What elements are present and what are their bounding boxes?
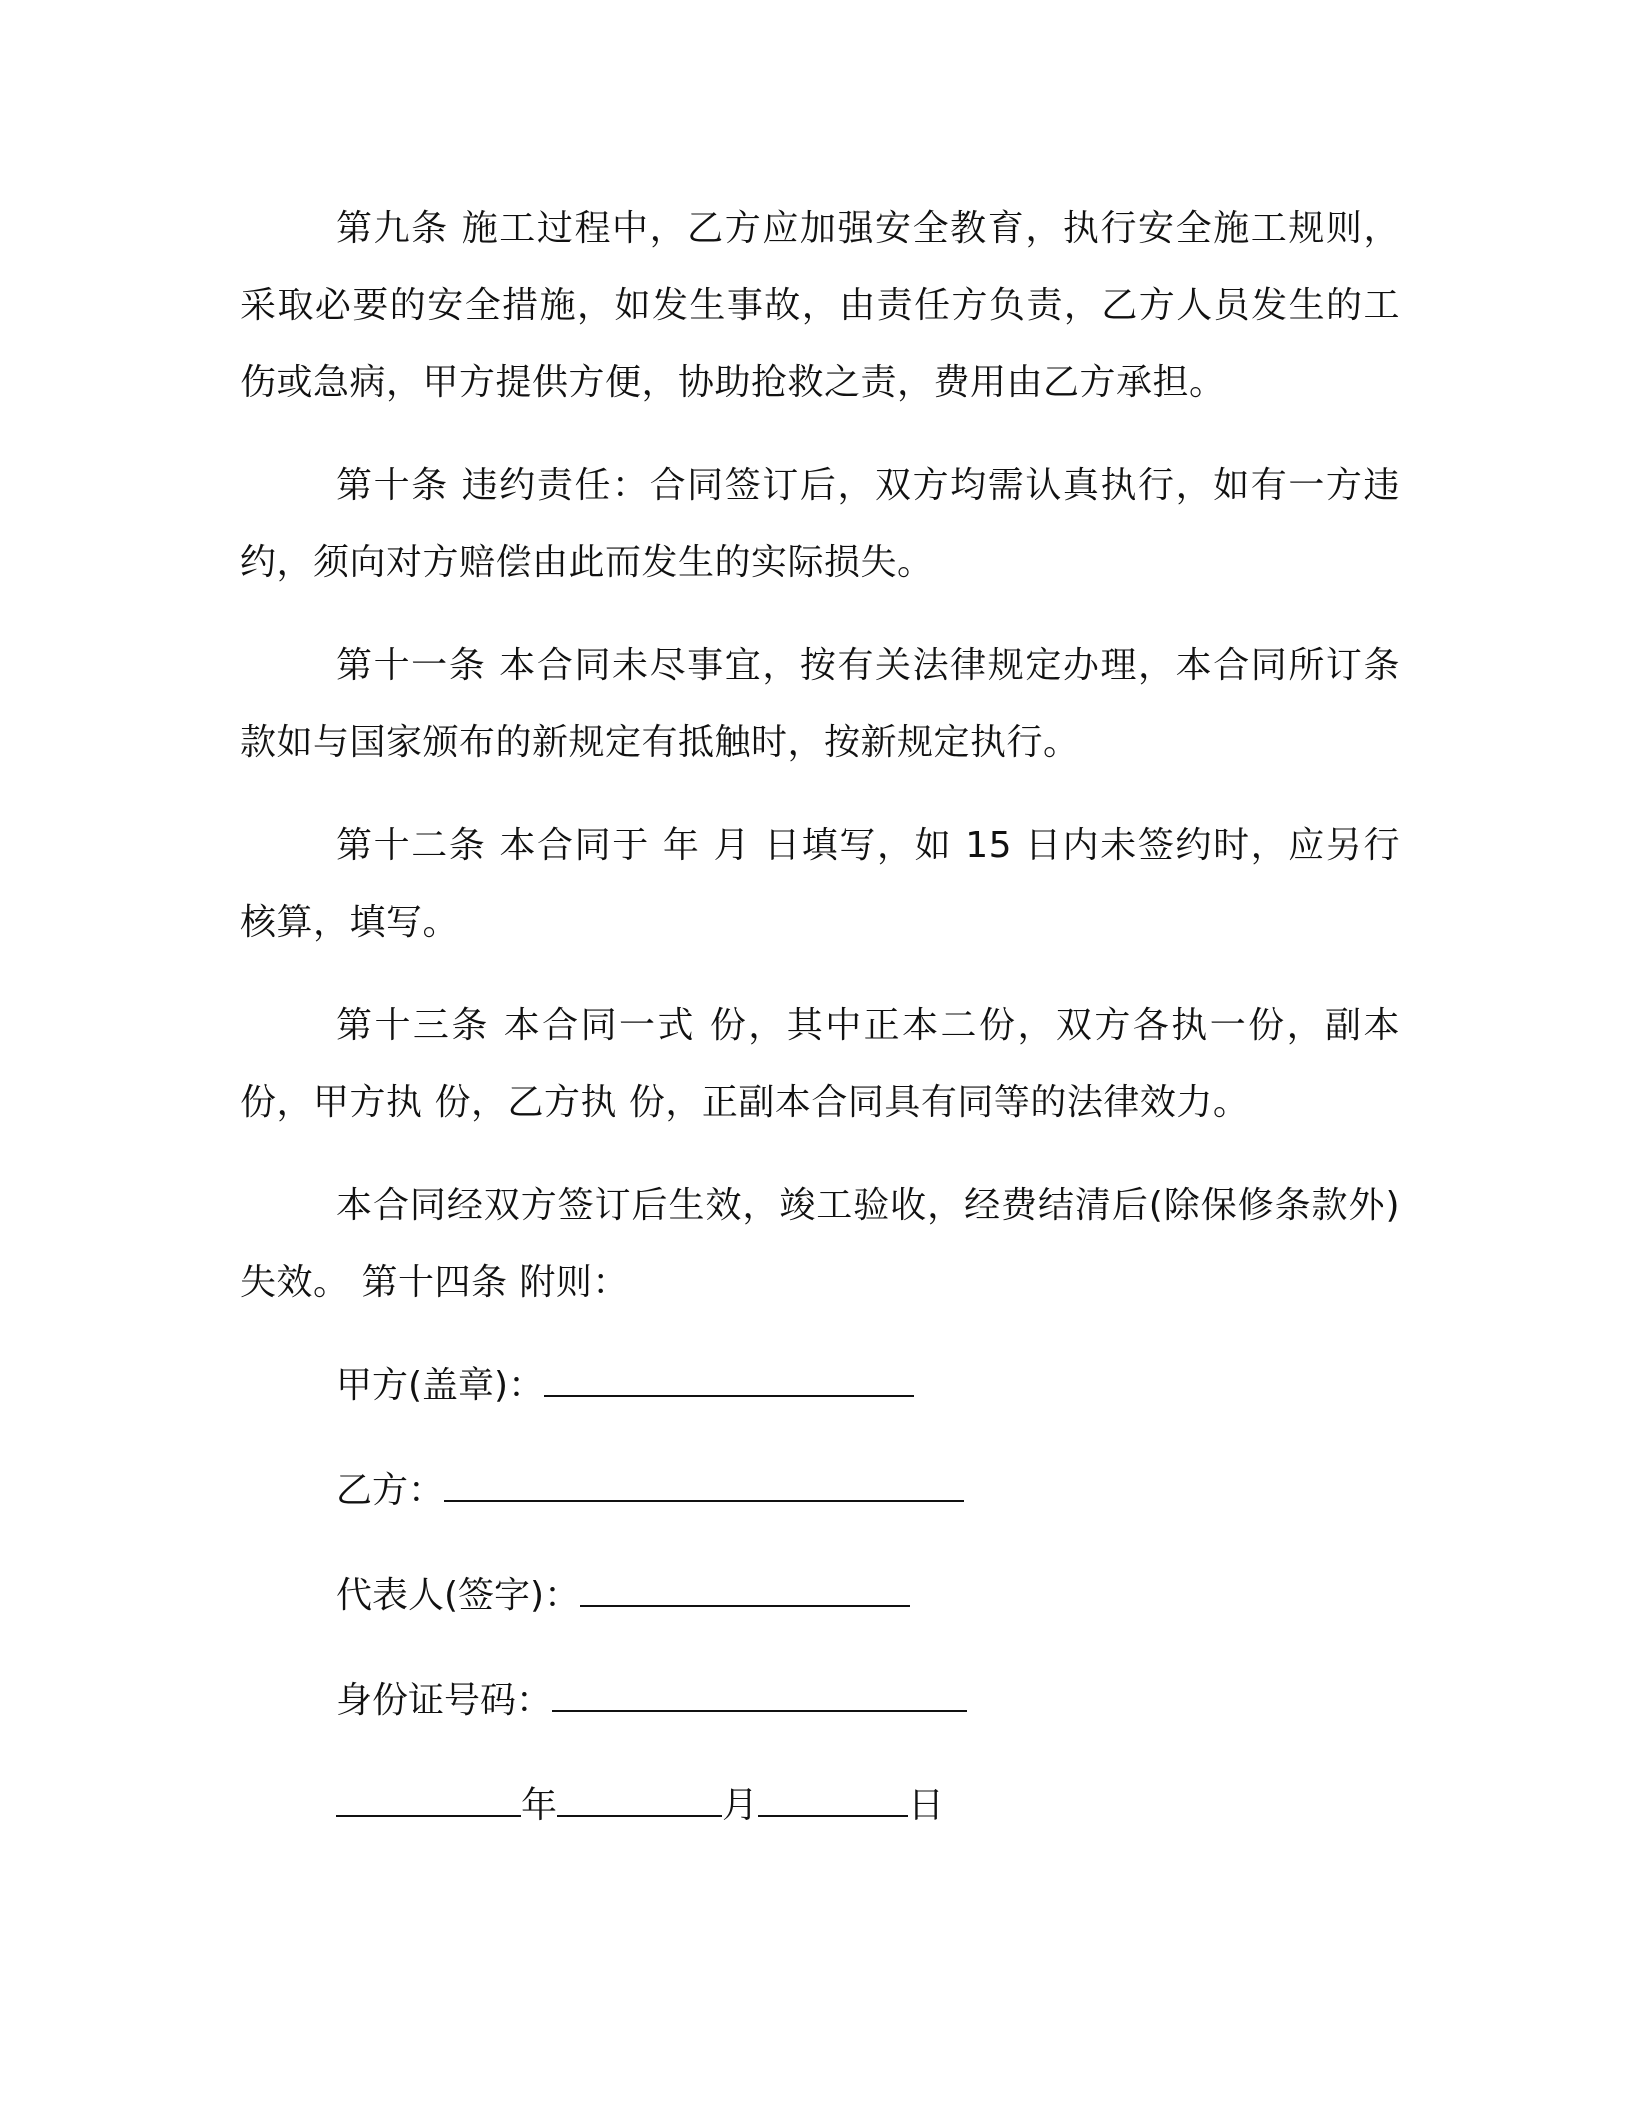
- party-a-signature-line: [336, 1347, 1400, 1424]
- date-line: [336, 1767, 1400, 1844]
- clause-11: 第十一条 本合同未尽事宜，按有关法律规定办理，本合同所订条款如与国家颁布的新规定有抵触时，按新规定执行。: [240, 645, 1400, 763]
- party-a-blank[interactable]: [544, 1361, 914, 1397]
- representative-blank[interactable]: [580, 1571, 910, 1607]
- party-a-label: 甲方(盖章)：: [336, 1365, 545, 1406]
- party-b-blank[interactable]: [444, 1466, 964, 1502]
- month-label: 月: [722, 1785, 759, 1826]
- id-number-line: [336, 1662, 1400, 1739]
- year-blank[interactable]: [336, 1781, 521, 1817]
- clause-12: 第十二条 本合同于 年 月 日填写，如 15 日内未签约时，应另行核算，填写。: [240, 825, 1400, 943]
- month-blank[interactable]: [557, 1781, 722, 1817]
- document-page: [240, 190, 1400, 1844]
- clause-9: 第九条 施工过程中，乙方应加强安全教育，执行安全施工规则，采取必要的安全措施，如发生事故，由责任方负责，乙方人员发生的工伤或急病，甲方提供方便，协助抢救之责，费用由乙方承担。: [240, 208, 1400, 403]
- day-blank[interactable]: [758, 1781, 908, 1817]
- day-label: 日: [908, 1785, 945, 1826]
- party-b-signature-line: [336, 1452, 1400, 1529]
- year-label: 年: [521, 1785, 558, 1826]
- representative-label: 代表人(签字)：: [336, 1575, 581, 1616]
- party-b-label: 乙方：: [336, 1470, 445, 1511]
- id-number-blank[interactable]: [552, 1676, 967, 1712]
- representative-signature-line: [336, 1557, 1400, 1634]
- clause-effective-and-14: 本合同经双方签订后生效，竣工验收，经费结清后(除保修条款外)失效。 第十四条 附则：: [240, 1185, 1400, 1303]
- clause-13: 第十三条 本合同一式 份，其中正本二份，双方各执一份，副本 份，甲方执 份，乙方执 份，正副本合同具有同等的法律效力。: [240, 1005, 1400, 1123]
- clause-10: 第十条 违约责任：合同签订后，双方均需认真执行，如有一方违约，须向对方赔偿由此而发生的实际损失。: [240, 465, 1400, 583]
- id-number-label: 身份证号码：: [336, 1680, 553, 1721]
